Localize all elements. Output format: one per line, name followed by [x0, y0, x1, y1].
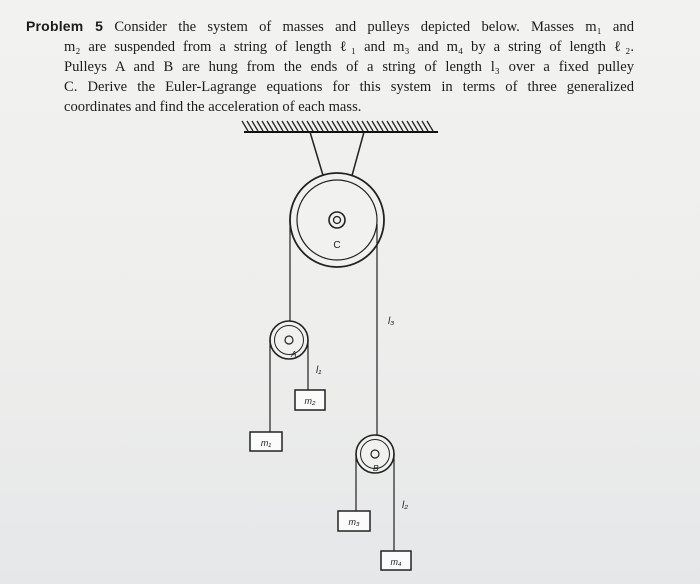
pulley-a [270, 321, 308, 359]
problem-line-4: C. Derive the Euler-Lagrange equations for this system in terms of three generalized [64, 79, 634, 95]
problem-line-3: Pulleys A and B are hung from the ends of a string of length l₃ over a fixed pulley [64, 59, 634, 75]
pulley-a-label: A [291, 349, 297, 359]
pulley-c [290, 173, 384, 267]
problem-heading: Problem 5 [26, 18, 104, 34]
mass-m3-label: m₃ [348, 517, 360, 527]
ceiling [242, 121, 438, 132]
problem-line-5: coordinates and find the acceleration of each mass. [64, 99, 362, 115]
mass-m2-label: m₂ [304, 396, 316, 406]
pulley-b-label: B [373, 463, 379, 473]
problem-line-2: m₂ are suspended from a string of length ℓ₁ and m₃ and m₄ by a string of length ℓ₂. [64, 39, 634, 55]
string-l3-label: l₃ [388, 316, 395, 327]
problem-line-1-text: Consider the system of masses and pulleys depicted below. Masses m₁ and [114, 19, 634, 35]
mass-m4-label: m₄ [390, 557, 402, 567]
pulley-c-label: C [333, 240, 341, 251]
string-l2-label: l₂ [402, 500, 409, 511]
mass-m1-label: m₁ [260, 438, 272, 448]
string-l1-label: l₁ [316, 365, 322, 376]
